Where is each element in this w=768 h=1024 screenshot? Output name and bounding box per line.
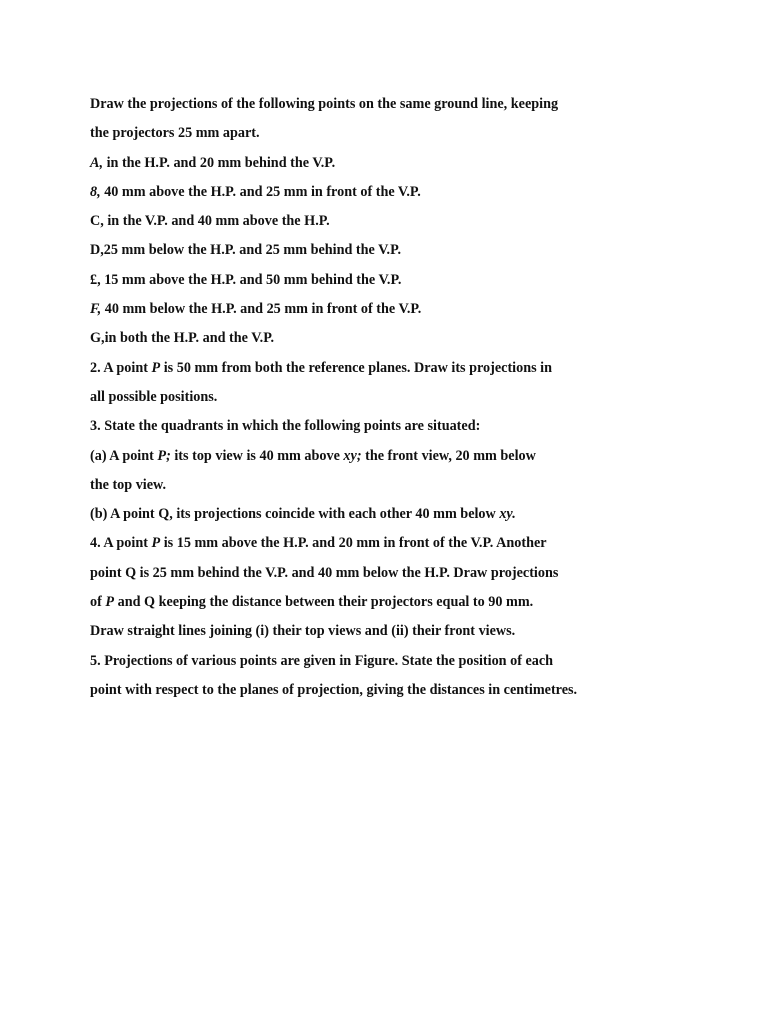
text-line — [90, 676, 730, 705]
text-segment: (a) A point — [90, 447, 158, 464]
text-line — [90, 588, 730, 617]
text-segment: 3. State the quadrants in which the following points are situated: — [90, 418, 481, 435]
text-segment: 40 mm above the H.P. and 25 mm in front of the V.P. — [100, 183, 421, 200]
text-segment: in the H.P. and 20 mm behind the V.P. — [103, 154, 336, 171]
text-segment: is 15 mm above the H.P. and 20 mm in front of the V.P. Another — [160, 535, 547, 552]
document-text-block — [90, 90, 730, 705]
text-segment: 4. A point — [90, 535, 152, 552]
text-segment: 2. A point — [90, 359, 152, 376]
text-segment: C, in the V.P. and 40 mm above the H.P. — [90, 213, 330, 230]
text-segment: all possible positions. — [90, 388, 218, 405]
text-segment: point Q is 25 mm behind the V.P. and 40 mm below the H.P. Draw projections — [90, 564, 559, 581]
text-line — [90, 617, 730, 646]
text-segment: the top view. — [90, 476, 167, 493]
text-segment: F, — [90, 301, 102, 318]
text-line — [90, 559, 730, 588]
text-segment: (b) A point Q, its projections coincide with each other 40 mm below — [90, 506, 500, 523]
text-segment: xy; — [343, 447, 362, 464]
text-line — [90, 236, 730, 265]
text-line — [90, 354, 730, 383]
text-segment: and Q keeping the distance between their projectors equal to 90 mm. — [114, 594, 534, 611]
text-segment: of — [90, 594, 106, 611]
text-line — [90, 266, 730, 295]
text-line — [90, 149, 730, 178]
text-segment: G,in both the H.P. and the V.P. — [90, 330, 275, 347]
text-segment: A, — [90, 154, 104, 171]
text-line — [90, 529, 730, 558]
text-line — [90, 178, 730, 207]
text-segment: Draw the projections of the following points on the same ground line, keeping — [90, 96, 559, 112]
text-line — [90, 500, 730, 529]
text-segment: 8, — [90, 183, 101, 200]
text-segment: point with respect to the planes of projection, giving the distances in centimetres. — [90, 681, 578, 698]
text-line — [90, 412, 730, 441]
text-segment: 5. Projections of various points are given in Figure. State the position of each — [90, 652, 554, 669]
text-segment: the projectors 25 mm apart. — [90, 125, 260, 142]
text-segment: is 50 mm from both the reference planes. Draw its projections in — [160, 359, 553, 376]
text-line — [90, 324, 730, 353]
text-line — [90, 90, 730, 119]
text-segment: Draw straight lines joining (i) their top views and (ii) their front views. — [90, 623, 516, 640]
text-segment: 40 mm below the H.P. and 25 mm in front of the V.P. — [101, 301, 422, 318]
text-line — [90, 119, 730, 148]
text-segment: £, 15 mm above the H.P. and 50 mm behind the V.P. — [90, 271, 402, 288]
text-line — [90, 295, 730, 324]
text-segment: D,25 mm below the H.P. and 25 mm behind the V.P. — [90, 242, 401, 259]
text-line — [90, 207, 730, 236]
text-segment: xy. — [499, 506, 516, 523]
text-segment: P; — [157, 447, 171, 464]
text-segment: the front view, 20 mm below — [361, 447, 536, 464]
text-line — [90, 471, 730, 500]
text-line — [90, 647, 730, 676]
text-line — [90, 383, 730, 412]
text-segment: P — [151, 359, 161, 376]
text-segment: P — [151, 535, 161, 552]
text-segment: its top view is 40 mm above — [170, 447, 344, 464]
text-segment: P — [105, 594, 115, 611]
text-line — [90, 442, 730, 471]
